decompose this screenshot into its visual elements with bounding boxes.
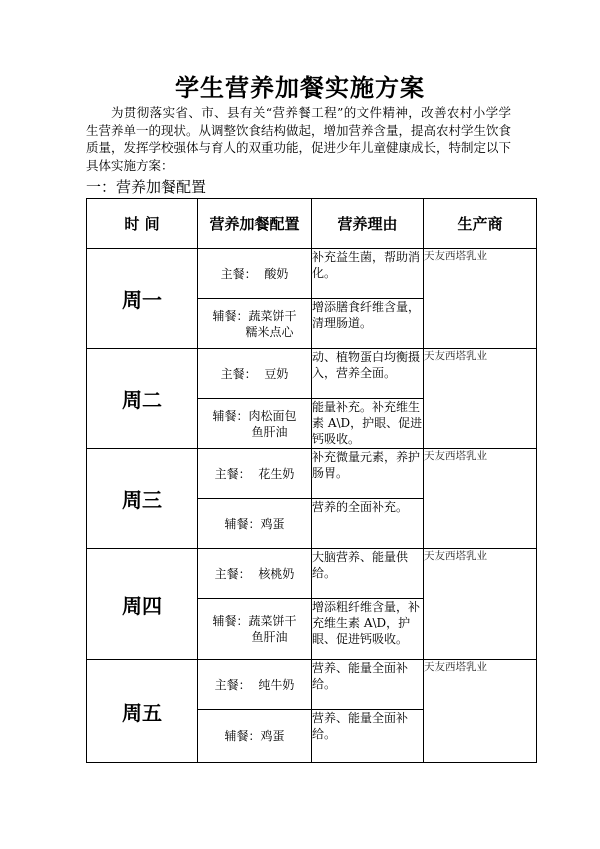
side-meal-item: 蔬菜饼干	[248, 614, 297, 628]
nutrition-plan-table	[86, 198, 537, 763]
main-meal-item: 豆奶	[264, 366, 289, 381]
table-row	[87, 660, 537, 710]
main-reason-cell: 补充益生菌，帮助消化。	[312, 249, 424, 299]
side-meal-label: 辅餐：	[224, 729, 261, 743]
section-heading: 一：营养加餐配置	[86, 178, 207, 196]
main-meal-label: 主餐：	[220, 366, 257, 381]
header-reason: 营养理由	[312, 199, 424, 249]
table-row	[87, 549, 537, 599]
main-meal-label: 主餐：	[214, 566, 251, 581]
side-reason-cell: 营养、能量全面补给。	[312, 710, 424, 763]
day-cell: 周二	[87, 349, 198, 449]
side-meal-label: 辅餐：	[212, 408, 249, 423]
producer-cell: 天友西塔乳业	[424, 660, 537, 763]
main-reason-cell: 补充微量元素，养护肠胃。	[312, 449, 424, 499]
table-row	[87, 349, 537, 399]
side-meal-cell	[198, 499, 312, 549]
side-meal-label: 辅餐：	[224, 516, 261, 531]
producer-cell: 天友西塔乳业	[424, 549, 537, 660]
side-meal-item: 鸡蛋	[260, 729, 285, 743]
main-reason-cell: 大脑营养、能量供给。	[312, 549, 424, 599]
main-meal-item: 花生奶	[258, 466, 295, 481]
day-cell: 周一	[87, 249, 198, 349]
side-meal-cell	[198, 599, 312, 660]
main-meal-cell	[198, 660, 312, 710]
main-meal-item: 核桃奶	[258, 566, 295, 581]
main-meal-label: 主餐：	[214, 677, 251, 692]
side-meal-label: 辅餐：	[212, 614, 249, 628]
header-producer: 生产商	[424, 199, 537, 249]
main-meal-item: 酸奶	[264, 266, 289, 281]
side-meal-item: 蔬菜饼干	[248, 308, 297, 323]
table-header-row	[87, 199, 537, 249]
side-meal-item2: 鱼肝油	[251, 630, 288, 644]
document-title: 学生营养加餐实施方案	[175, 74, 425, 102]
side-meal-item2: 糯米点心	[245, 324, 294, 339]
main-meal-cell	[198, 549, 312, 599]
main-meal-label: 主餐：	[214, 466, 251, 481]
producer-cell: 天友西塔乳业	[424, 349, 537, 449]
side-meal-cell	[198, 710, 312, 763]
main-reason-cell: 动、植物蛋白均衡摄入，营养全面。	[312, 349, 424, 399]
side-reason-cell: 能量补充。补充维生素 A\D，护眼、促进钙吸收。	[312, 399, 424, 449]
side-meal-label: 辅餐：	[212, 308, 249, 323]
header-config: 营养加餐配置	[198, 199, 312, 249]
table-row	[87, 449, 537, 499]
side-meal-cell	[198, 299, 312, 349]
producer-cell: 天友西塔乳业	[424, 249, 537, 349]
main-meal-label: 主餐：	[220, 266, 257, 281]
side-meal-item: 鸡蛋	[260, 516, 285, 531]
side-reason-cell: 营养的全面补充。	[312, 499, 424, 549]
side-meal-cell	[198, 399, 312, 449]
side-meal-item: 肉松面包	[248, 408, 297, 423]
main-meal-cell	[198, 449, 312, 499]
day-cell: 周五	[87, 660, 198, 763]
main-reason-cell: 营养、能量全面补给。	[312, 660, 424, 710]
day-cell: 周三	[87, 449, 198, 549]
producer-cell: 天友西塔乳业	[424, 449, 537, 549]
day-cell: 周四	[87, 549, 198, 660]
main-meal-cell	[198, 249, 312, 299]
intro-paragraph: 为贯彻落实省、市、县有关“营养餐工程”的文件精神，改善农村小学学生营养单一的现状。从调整饮食结构做起，增加营养含量，提高农村学生饮食质量，发挥学校强体与育人的双重功能，促进少年儿童健康成长，特制定以下具体实施方案：	[86, 105, 512, 173]
table-row	[87, 249, 537, 299]
header-time: 时 间	[87, 199, 198, 249]
side-meal-item2: 鱼肝油	[251, 424, 288, 439]
main-meal-cell	[198, 349, 312, 399]
side-reason-cell: 增添粗纤维含量，补充维生素 A\D，护眼、促进钙吸收。	[312, 599, 424, 660]
main-meal-item: 纯牛奶	[258, 677, 295, 692]
side-reason-cell: 增添膳食纤维含量，清理肠道。	[312, 299, 424, 349]
